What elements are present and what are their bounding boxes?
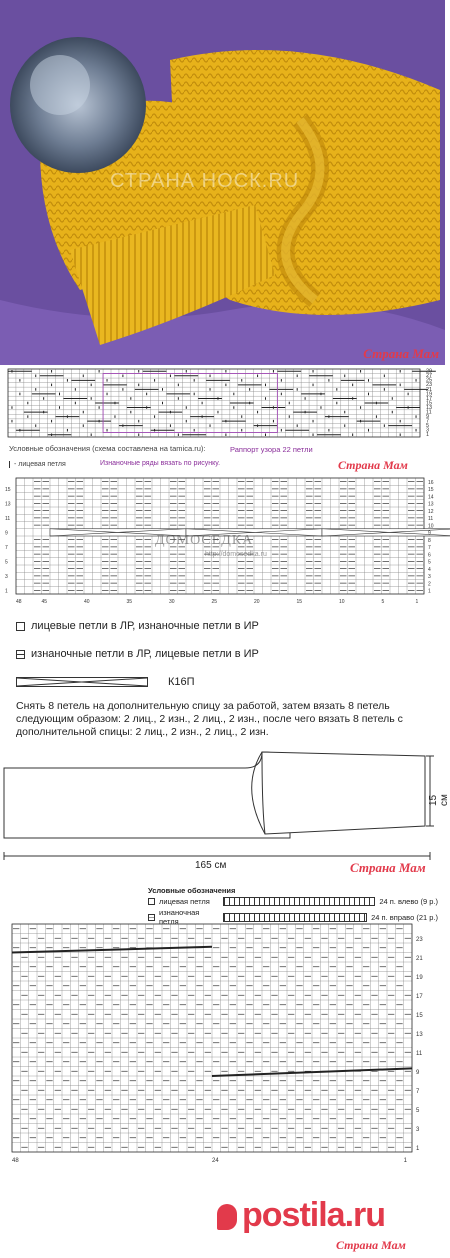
row-number: 23 [426, 382, 433, 389]
row-number: 9 [426, 413, 430, 420]
row-number: 11 [426, 409, 432, 416]
row-number-right: 6 [428, 552, 431, 559]
dash-square-icon [16, 650, 25, 659]
row-number: 27 [426, 373, 433, 380]
cable-symbol-icon [16, 677, 148, 687]
row-number: 13 [426, 404, 433, 411]
row-number-left: 11 [5, 516, 11, 523]
col-number: 45 [41, 599, 48, 605]
row-number-left: 13 [5, 501, 11, 508]
knitting-chart-1 [4, 367, 444, 440]
footer-watermark: Страна Мам [336, 1238, 406, 1252]
row-number: 3 [416, 1127, 420, 1134]
row-number-right: 2 [428, 581, 431, 588]
row-number: 7 [426, 418, 430, 425]
col-number: 1 [415, 599, 419, 605]
row-number-right: 12 [428, 508, 434, 515]
chart3-cable-left-label: 24 п. влево (9 р.) [379, 897, 438, 906]
row-number-left: 7 [5, 545, 8, 552]
chart2-watermark-url: http://domosedka.ru [205, 551, 267, 558]
row-number-right: 8 [428, 537, 431, 544]
scarf-watermark: Страна Мам [350, 860, 426, 875]
row-number: 9 [416, 1070, 420, 1077]
col-number: 24 [212, 1158, 219, 1164]
chart3-cable-right-label: 24 п. вправо (21 р.) [371, 912, 438, 922]
scarf-length-label: 165 см [195, 860, 227, 871]
chart1-legend-title: Условные обозначения (схема составлена на tamica.ru): [9, 444, 206, 453]
chart1-legend-item [9, 461, 66, 468]
row-number-right: 14 [428, 494, 434, 501]
col-number: 20 [254, 599, 260, 605]
row-number-left: 5 [5, 559, 8, 566]
row-number: 19 [416, 975, 423, 982]
row-number-right: 15 [428, 487, 434, 494]
row-number-right: 3 [428, 574, 431, 581]
legend-cable-row [16, 676, 436, 688]
chart1-note: Изнаночные ряды вязать по рисунку. [100, 460, 221, 467]
chart3-legend-knit [148, 897, 438, 906]
row-number-right: 1 [428, 588, 431, 595]
legend-knit-label: лицевые петли в ЛР, изнаночные петли в ИР [31, 620, 259, 632]
knitting-chart-3 [4, 920, 444, 1170]
col-number: 48 [16, 599, 22, 605]
cable-code: К16П [168, 676, 195, 688]
chart1-watermark: Страна Мам [338, 458, 408, 472]
row-number-right: 13 [428, 501, 434, 508]
scarf-height-label: 15 см [428, 794, 450, 806]
col-number: 40 [84, 599, 90, 605]
col-number: 10 [339, 599, 345, 605]
chart1-repeat-label: Раппорт узора 22 петли [230, 445, 313, 454]
scarf-diagram [0, 748, 450, 878]
col-number: 35 [126, 599, 133, 605]
row-number: 29 [426, 368, 433, 375]
col-number: 30 [169, 599, 175, 605]
legend-knit-row [16, 620, 436, 632]
col-number: 25 [211, 599, 218, 605]
postila-site[interactable]: postila.ru [242, 1196, 386, 1234]
row-number: 3 [426, 427, 430, 434]
row-number-right: 10 [428, 523, 434, 530]
empty-square-icon [16, 622, 25, 631]
chart3-knit-label: лицевая петля [159, 897, 210, 906]
row-number: 1 [416, 1146, 420, 1153]
chart2-watermark: ДОМОСЕДКА [155, 533, 254, 548]
chart3-purl-label: изнаночная петля [159, 908, 200, 926]
row-number: 15 [426, 400, 433, 407]
row-number-left: 3 [5, 574, 8, 581]
col-number: 48 [12, 1158, 19, 1164]
row-number: 5 [416, 1108, 420, 1115]
row-number: 1 [426, 432, 430, 439]
row-number: 15 [416, 1013, 423, 1020]
row-number: 5 [426, 423, 430, 430]
row-number-right: 9 [428, 530, 431, 537]
grid-lines [12, 924, 412, 1152]
row-number: 13 [416, 1032, 423, 1039]
row-number-right: 11 [428, 516, 434, 523]
row-number: 21 [426, 386, 433, 393]
chart1-legend-item-label: - лицевая петля [14, 461, 66, 468]
row-number: 17 [426, 395, 433, 402]
photo-watermark: Страна Мам [363, 346, 439, 361]
knitted-hat-and-cowl-photo [0, 0, 445, 365]
col-number: 5 [381, 599, 385, 605]
row-number-right: 5 [428, 559, 431, 566]
row-number: 23 [416, 937, 423, 944]
chart1-grid [4, 367, 444, 440]
row-number: 25 [426, 377, 433, 384]
row-number: 17 [416, 994, 423, 1001]
col-number: 15 [296, 599, 303, 605]
row-number-left: 1 [5, 588, 8, 595]
postila-pin-icon [217, 1204, 237, 1230]
chart3-grid [4, 920, 444, 1170]
row-number: 7 [416, 1089, 420, 1096]
row-number-left: 9 [5, 530, 8, 537]
row-number-left: 15 [5, 487, 11, 494]
grid-lines [8, 369, 420, 437]
scarf-shape [0, 748, 445, 878]
cable-left-symbol-icon [223, 897, 375, 906]
row-number-right: 16 [428, 479, 434, 486]
legend-purl-row [16, 648, 436, 660]
row-number: 11 [416, 1051, 423, 1058]
row-number: 19 [426, 391, 433, 398]
col-number: 1 [403, 1158, 408, 1164]
row-number-right: 7 [428, 545, 431, 552]
footer [0, 1170, 445, 1258]
knit-stitch-symbol-icon [9, 461, 10, 468]
chart3-legend-title: Условные обозначения [148, 886, 236, 895]
row-number: 21 [416, 956, 423, 963]
cable-description: Снять 8 петель на дополнительную спицу за работой, затем вязать 8 петель следующим образом: 2 лиц., 2 изн., 2 лиц., 2 изн., после чего вязать 8 петель с дополнительной спицы: 2 лиц., 2 изн., 2 лиц., 2 изн. [16, 700, 403, 738]
photo-faded-watermark: СТРАНА НОСК.RU [110, 170, 300, 192]
empty-square-icon [148, 898, 155, 905]
legend-purl-label: изнаночные петли в ЛР, лицевые петли в ИР [31, 648, 259, 660]
row-number-right: 4 [428, 566, 431, 573]
